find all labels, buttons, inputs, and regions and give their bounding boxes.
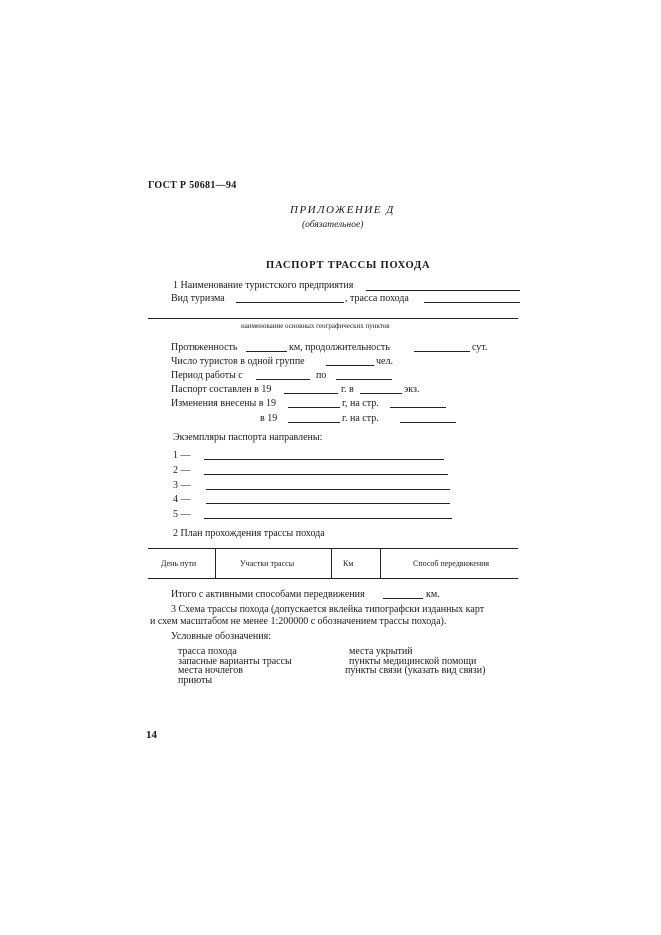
period-to-field[interactable]: [336, 379, 392, 380]
legend-item: места укрытий: [349, 646, 413, 657]
plan-table-divider: [380, 548, 381, 578]
plan-title: 2 План прохождения трассы похода: [173, 528, 325, 539]
copy-item-label: 3 —: [173, 480, 191, 491]
period-to-label: по: [316, 370, 327, 381]
plan-table-bottom-rule: [148, 578, 518, 579]
copy-item-field[interactable]: [206, 489, 450, 490]
appendix-title: ПРИЛОЖЕНИЕ Д: [290, 204, 395, 216]
compiled-copies-field[interactable]: [360, 393, 402, 394]
column-header-mode: Способ передвижения: [413, 559, 490, 568]
enterprise-field[interactable]: [366, 290, 520, 291]
compiled-label: Паспорт составлен в 19: [171, 384, 272, 395]
tourism-type-field[interactable]: [236, 302, 344, 303]
length-label: Протяженность: [171, 342, 238, 353]
compiled-year-in: г. в: [341, 384, 354, 395]
legend-title: Условные обозначения:: [171, 631, 272, 642]
group-size-field[interactable]: [326, 365, 374, 366]
copy-item-field[interactable]: [204, 518, 452, 519]
column-header-segments: Участки трассы: [240, 559, 295, 568]
duration-field[interactable]: [414, 351, 470, 352]
plan-table-divider: [215, 548, 216, 578]
copy-item-label: 5 —: [173, 509, 191, 520]
column-header-km: Км: [343, 559, 354, 568]
legend-item: места ночлегов: [178, 665, 244, 676]
copy-item-label: 2 —: [173, 465, 191, 476]
copies-abbr: экз.: [404, 384, 420, 395]
legend-item: пункты медицинской помощи: [349, 656, 477, 667]
length-field[interactable]: [246, 351, 287, 352]
route-label: , трасса похода: [345, 293, 409, 304]
changes-year-field[interactable]: [288, 407, 340, 408]
copy-item-field[interactable]: [204, 459, 444, 460]
compiled-year-field[interactable]: [284, 393, 338, 394]
copies-sent-label: Экземпляры паспорта направлены:: [173, 432, 323, 443]
legend-item: запасные варианты трассы: [178, 656, 292, 667]
persons-unit: чел.: [376, 356, 393, 367]
plan-table-top-rule: [148, 548, 518, 549]
enterprise-label: 1 Наименование туристского предприятия: [173, 280, 354, 291]
total-unit: км.: [426, 589, 440, 600]
geo-points-caption: наименование основных географических пунктов: [241, 322, 390, 330]
legend-item: приюты: [178, 675, 213, 686]
copy-item-label: 4 —: [173, 494, 191, 505]
period-label: Период работы с: [171, 370, 243, 381]
copy-item-field[interactable]: [204, 474, 448, 475]
changes2-year-page: г. на стр.: [342, 413, 379, 424]
plan-table-divider: [331, 548, 332, 578]
km-duration-label: км, продолжительность: [289, 342, 390, 353]
standard-code: ГОСТ Р 50681—94: [148, 180, 237, 191]
group-size-label: Число туристов в одной группе: [171, 356, 305, 367]
total-km-field[interactable]: [383, 598, 423, 599]
changes-label: Изменения внесены в 19: [171, 398, 276, 409]
changes-page-field[interactable]: [390, 407, 446, 408]
route-field[interactable]: [424, 302, 520, 303]
period-from-field[interactable]: [256, 379, 310, 380]
legend-item: пункты связи (указать вид связи): [345, 665, 486, 676]
scheme-line-2: и схем масштабом не менее 1:200000 с обозначением трассы похода).: [150, 616, 447, 627]
changes2-prefix: в 19: [260, 413, 278, 424]
geo-points-line[interactable]: [148, 318, 518, 319]
legend-item: трасса похода: [178, 646, 237, 657]
scheme-line-1: 3 Схема трассы похода (допускается вклейка типографски изданных карт: [171, 604, 485, 615]
column-header-day: День пути: [161, 559, 197, 568]
changes-year-page: г, на стр.: [342, 398, 379, 409]
changes2-year-field[interactable]: [288, 422, 340, 423]
changes2-page-field[interactable]: [400, 422, 456, 423]
copy-item-label: 1 —: [173, 450, 191, 461]
passport-title: ПАСПОРТ ТРАССЫ ПОХОДА: [266, 260, 431, 271]
copy-item-field[interactable]: [206, 503, 450, 504]
tourism-type-label: Вид туризма: [171, 293, 225, 304]
page-number: 14: [146, 729, 157, 741]
total-label: Итого с активными способами передвижения: [171, 589, 365, 600]
appendix-status: (обязательное): [302, 220, 364, 230]
days-unit: сут.: [472, 342, 488, 353]
